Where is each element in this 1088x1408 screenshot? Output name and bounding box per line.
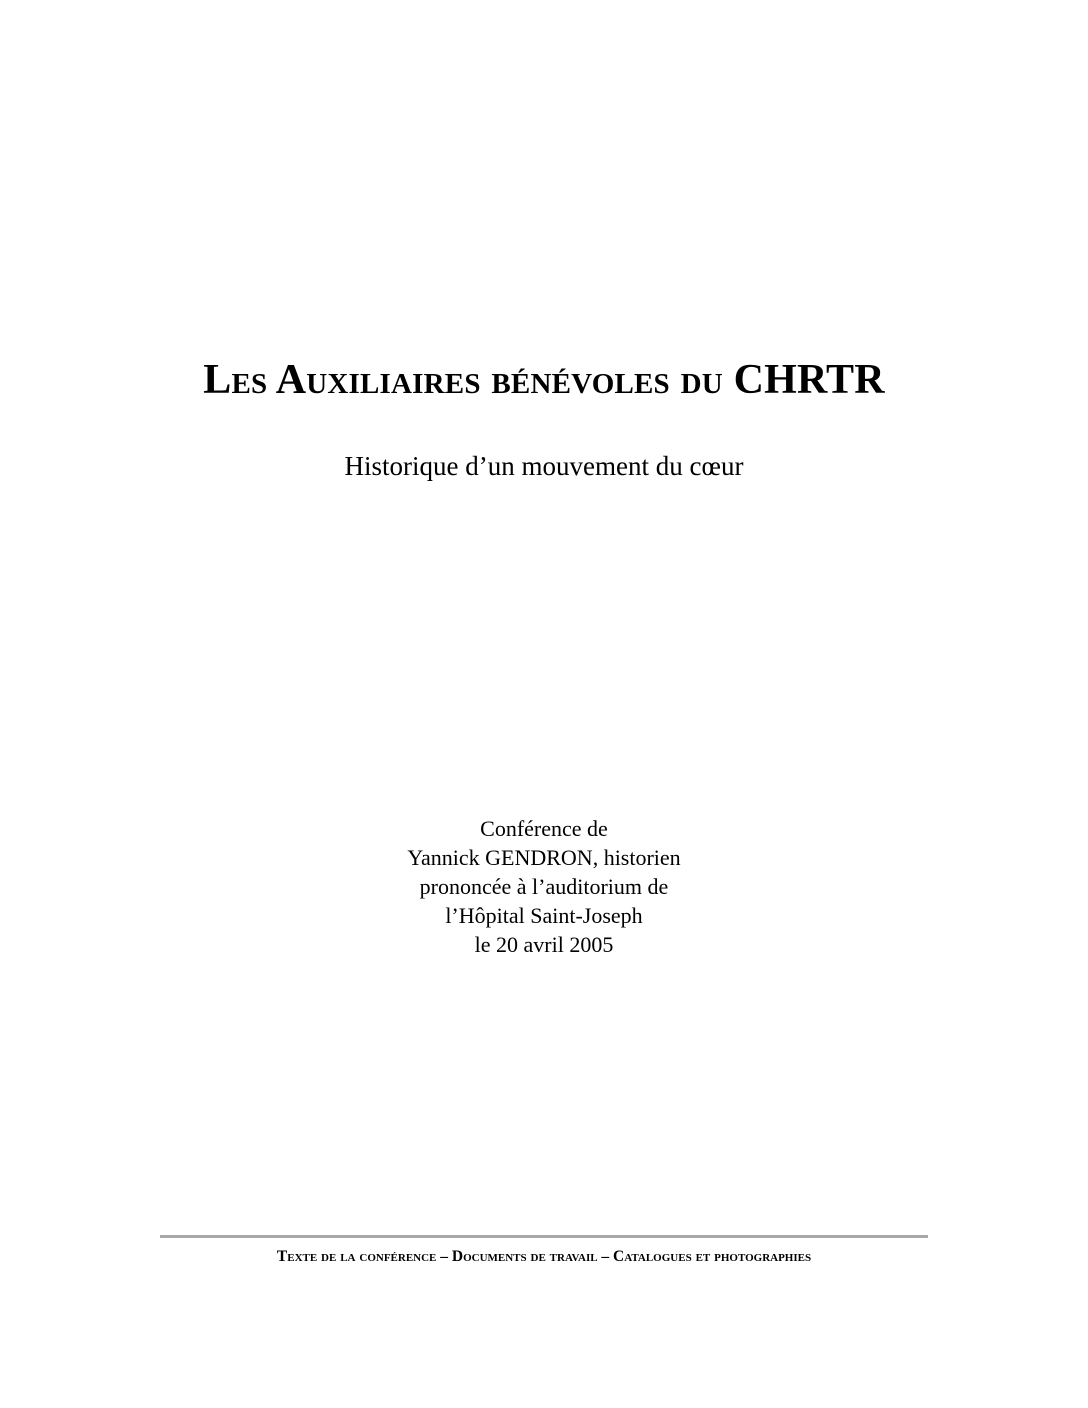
credit-line: prononcée à l’auditorium de [419, 874, 669, 899]
credit-line: Yannick GENDRON, historien [407, 845, 681, 870]
footer-sections: Texte de la conférence – Documents de travail – Catalogues et photographies [276, 1248, 812, 1265]
credit-line: l’Hôpital Saint-Joseph [445, 903, 643, 928]
credit-line: le 20 avril 2005 [474, 932, 614, 957]
document-title: Les Auxiliaires bénévoles du CHRTR [203, 357, 885, 403]
conference-credits [0, 814, 1088, 959]
document-subtitle: Historique d’un mouvement du cœur [344, 451, 744, 481]
footer-divider [160, 1235, 928, 1238]
credit-line: Conférence de [480, 816, 608, 841]
